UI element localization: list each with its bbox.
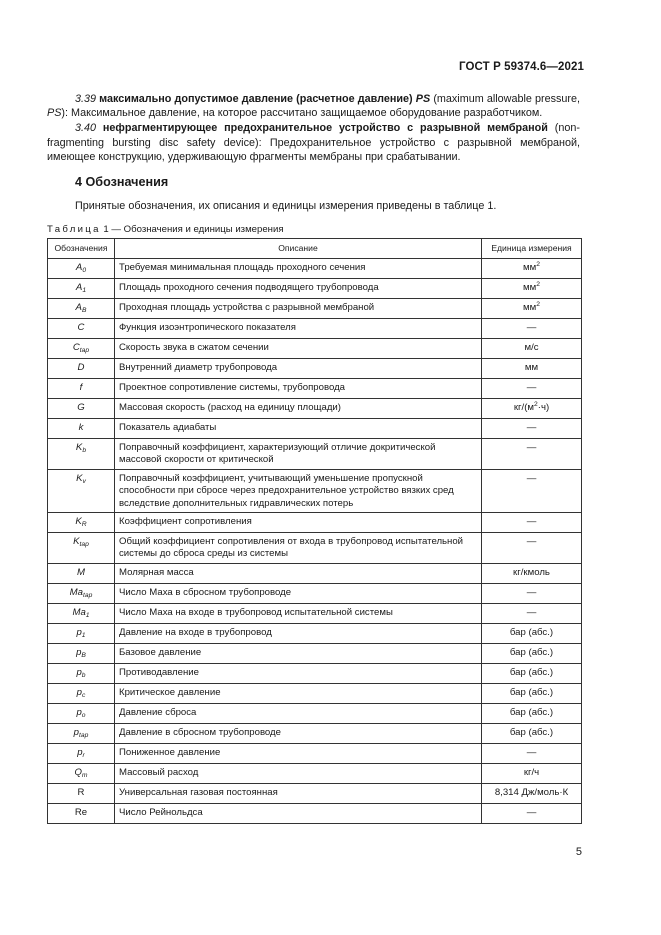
symbol-letter: p (76, 707, 82, 719)
unit-cell (482, 663, 582, 683)
unit-text: мм (523, 262, 537, 274)
symbol-letter: p (77, 747, 83, 759)
symbol-letter: f (79, 382, 83, 394)
unit-text: м/с (524, 342, 539, 354)
description-cell: Число Маха на входе в трубопровод испытательной системы (115, 603, 482, 623)
table-row (48, 533, 582, 564)
description-cell: Базовое давление (115, 643, 482, 663)
symbol-letter: A (75, 262, 83, 274)
unit-cell (482, 623, 582, 643)
unit-cell (482, 703, 582, 723)
symbol-subscript: tap (82, 592, 93, 600)
symbols-table (47, 238, 582, 824)
table-row (48, 279, 582, 299)
table-row (48, 663, 582, 683)
unit-text: кг/кмоль (513, 567, 550, 579)
clause-definition: : Предохранительное устройство с разрывной мембраной, имеющее конструкцию, удерживающую фрагменты мембраны при срабатывании. (47, 136, 580, 163)
unit-text: — (526, 536, 537, 548)
page-number: 5 (575, 846, 582, 858)
table-row (48, 339, 582, 359)
symbol-cell (48, 703, 115, 723)
section-title: 4 Обозначения (75, 175, 169, 189)
description-cell: Молярная масса (115, 563, 482, 583)
symbol-cell (48, 663, 115, 683)
unit-text: бар (абс.) (509, 647, 554, 659)
table-row (48, 379, 582, 399)
symbol-subscript: c (81, 692, 86, 700)
symbol-letter: p (76, 687, 82, 699)
symbol-cell (48, 683, 115, 703)
unit-superscript: 2 (534, 401, 538, 409)
symbol-letter: K (76, 472, 83, 484)
description-cell: Массовая скорость (расход на единицу площади) (115, 399, 482, 419)
unit-superscript: 2 (536, 281, 540, 289)
table-row (48, 563, 582, 583)
symbol-subscript: o (81, 712, 86, 720)
clause-3-40 (47, 121, 580, 164)
symbol-subscript: B (81, 307, 87, 315)
symbol-letter: C (77, 322, 85, 334)
standard-designation: ГОСТ Р 59374.6—2021 (459, 61, 584, 73)
symbol-subscript: R (81, 521, 87, 529)
table-row (48, 763, 582, 783)
header-unit: Единица измерения (482, 239, 582, 259)
symbol-letter: C (72, 342, 80, 354)
table-row (48, 439, 582, 470)
unit-cell (482, 299, 582, 319)
symbol-cell (48, 583, 115, 603)
symbol-cell (48, 783, 115, 803)
unit-text: бар (абс.) (509, 627, 554, 639)
symbol-subscript: tap (79, 347, 90, 355)
unit-text: — (526, 587, 537, 599)
description-cell: Число Рейнольдса (115, 803, 482, 823)
unit-text: — (526, 322, 537, 334)
symbol-letter: M (77, 567, 85, 579)
description-cell: Проходная площадь устройства с разрывной мембраной (115, 299, 482, 319)
table-row (48, 623, 582, 643)
symbol-subscript: b (81, 672, 86, 680)
symbol-cell (48, 279, 115, 299)
symbol-cell (48, 359, 115, 379)
symbol-cell (48, 399, 115, 419)
unit-cell (482, 319, 582, 339)
unit-cell (482, 743, 582, 763)
symbol-letter: Re (74, 807, 88, 819)
description-cell: Функция изоэнтропического показателя (115, 319, 482, 339)
symbol-cell (48, 339, 115, 359)
description-cell: Показатель адиабаты (115, 419, 482, 439)
unit-cell (482, 439, 582, 470)
symbol-subscript: 0 (82, 267, 87, 275)
table-row (48, 359, 582, 379)
description-cell: Давление на входе в трубопровод (115, 623, 482, 643)
unit-cell (482, 763, 582, 783)
unit-cell (482, 399, 582, 419)
unit-cell (482, 783, 582, 803)
symbol-subscript: tap (79, 732, 89, 740)
unit-cell (482, 683, 582, 703)
unit-cell (482, 603, 582, 623)
unit-cell (482, 533, 582, 564)
symbol-subscript: b (82, 447, 87, 454)
symbol-cell (48, 743, 115, 763)
unit-text: бар (абс.) (509, 667, 554, 679)
table-body (48, 259, 582, 824)
unit-text: бар (абс.) (509, 727, 554, 739)
table-caption-text: 1 — Обозначения и единицы измерения (100, 224, 284, 235)
description-cell: Поправочный коэффициент, характеризующий отличие докритической массовой скорости от критической (115, 439, 482, 470)
clause-abbreviation: PS (415, 93, 431, 105)
symbol-cell (48, 379, 115, 399)
unit-cell (482, 723, 582, 743)
unit-cell (482, 563, 582, 583)
clause-english-abbreviation: PS (47, 107, 62, 120)
symbol-cell (48, 623, 115, 643)
unit-cell (482, 259, 582, 279)
symbol-letter: K (73, 536, 80, 548)
description-cell: Внутренний диаметр трубопровода (115, 359, 482, 379)
table-row (48, 583, 582, 603)
symbol-letter: K (75, 442, 83, 453)
table-row (48, 319, 582, 339)
clause-english-term: (maximum allowable pressure, (433, 93, 581, 105)
clause-number: 3.39 (75, 93, 97, 105)
table-row (48, 399, 582, 419)
header-symbol: Обозначения (48, 239, 115, 259)
symbol-letter: p (76, 667, 82, 679)
symbol-letter: A (75, 302, 82, 314)
table-row (48, 743, 582, 763)
symbol-cell (48, 469, 115, 512)
description-cell: Пониженное давление (115, 743, 482, 763)
symbol-letter: A (75, 282, 83, 294)
unit-cell (482, 583, 582, 603)
unit-text: мм (524, 362, 539, 374)
table-row (48, 469, 582, 512)
symbol-cell (48, 563, 115, 583)
unit-text: мм (523, 302, 537, 314)
unit-text: — (526, 442, 537, 453)
unit-text: 8,314 Дж/моль·К (494, 787, 569, 799)
symbol-letter: K (75, 516, 82, 528)
symbol-subscript: tap (79, 541, 89, 549)
unit-text: — (526, 472, 537, 484)
symbol-cell (48, 643, 115, 663)
clause-3-39 (47, 92, 580, 120)
symbol-cell (48, 803, 115, 823)
unit-superscript: 2 (536, 261, 540, 269)
table-row (48, 299, 582, 319)
symbol-subscript: B (81, 652, 86, 660)
description-cell: Противодавление (115, 663, 482, 683)
unit-cell (482, 379, 582, 399)
symbol-subscript: m (81, 772, 88, 780)
description-cell: Число Маха в сбросном трубопроводе (115, 583, 482, 603)
description-cell: Площадь проходного сечения подводящего трубопровода (115, 279, 482, 299)
symbol-cell (48, 319, 115, 339)
unit-text: — (526, 422, 537, 434)
symbol-letter: p (76, 647, 82, 659)
description-cell: Скорость звука в сжатом сечении (115, 339, 482, 359)
unit-cell (482, 469, 582, 512)
unit-cell (482, 419, 582, 439)
description-cell: Массовый расход (115, 763, 482, 783)
table-caption-prefix: Таблица (47, 224, 101, 235)
clause-number: 3.40 (75, 122, 97, 135)
table-row (48, 603, 582, 623)
symbol-cell (48, 763, 115, 783)
symbol-cell (48, 439, 115, 470)
clause-term: максимально допустимое давление (расчетное давление) (99, 93, 413, 105)
symbol-cell (48, 723, 115, 743)
table-row (48, 783, 582, 803)
description-cell: Проектное сопротивление системы, трубопровода (115, 379, 482, 399)
symbol-letter: D (77, 362, 85, 374)
symbol-subscript: v (82, 477, 86, 485)
unit-text: бар (абс.) (509, 687, 554, 699)
symbol-cell (48, 259, 115, 279)
unit-cell (482, 339, 582, 359)
table-row (48, 513, 582, 533)
unit-cell (482, 513, 582, 533)
description-cell: Давление сброса (115, 703, 482, 723)
symbol-letter: R (77, 787, 85, 799)
symbol-letter: G (77, 402, 85, 414)
unit-cell (482, 643, 582, 663)
unit-text: — (526, 747, 537, 759)
unit-text: мм (523, 282, 537, 294)
table-row (48, 803, 582, 823)
table-caption (47, 224, 284, 235)
symbol-subscript: r (82, 752, 85, 760)
unit-text: — (526, 807, 537, 819)
description-cell: Давление в сбросном трубопроводе (115, 723, 482, 743)
symbol-subscript: 1 (81, 632, 86, 640)
description-cell: Коэффициент сопротивления (115, 513, 482, 533)
unit-text: — (526, 607, 537, 619)
description-cell: Общий коэффициент сопротивления от входа в трубопровод испытательной системы до сброса среды из системы (115, 533, 482, 564)
symbol-cell (48, 603, 115, 623)
definitions-block (47, 92, 580, 165)
unit-cell (482, 359, 582, 379)
description-cell: Поправочный коэффициент, учитывающий уменьшение пропускной способности при сбросе через предохранительное устройство вязких сред вследствие дополнительных гидравлических потерь (115, 469, 482, 512)
symbol-cell (48, 533, 115, 564)
description-cell: Критическое давление (115, 683, 482, 703)
unit-text: — (526, 382, 537, 394)
unit-superscript: 2 (536, 301, 540, 309)
table-row (48, 643, 582, 663)
table-row (48, 419, 582, 439)
symbol-letter: k (78, 422, 84, 434)
symbol-cell (48, 299, 115, 319)
unit-text: бар (абс.) (509, 707, 554, 719)
table-row (48, 259, 582, 279)
symbol-subscript: 1 (85, 612, 90, 620)
section-intro: Принятые обозначения, их описания и единицы измерения приведены в таблице 1. (75, 200, 497, 212)
table-header-row (48, 239, 582, 259)
symbol-letter: Ma (69, 587, 83, 599)
symbol-subscript: 1 (82, 287, 87, 295)
clause-term: нефрагментирующее предохранительное устройство с разрывной мембраной (102, 122, 548, 135)
clause-definition: ): Максимальное давление, на которое рассчитано защищаемое оборудование разработчиком. (61, 107, 543, 120)
description-cell: Универсальная газовая постоянная (115, 783, 482, 803)
description-cell: Требуемая минимальная площадь проходного сечения (115, 259, 482, 279)
symbol-cell (48, 513, 115, 533)
unit-text: — (526, 516, 537, 528)
table-row (48, 723, 582, 743)
unit-tail: ·ч) (537, 402, 550, 414)
unit-cell (482, 803, 582, 823)
symbol-letter: p (73, 727, 79, 739)
symbol-letter: Ma (72, 607, 86, 619)
symbol-letter: p (76, 627, 82, 639)
symbol-cell (48, 419, 115, 439)
clause-english-term: (non-fragmenting bursting disc safety device) (47, 122, 581, 149)
header-description: Описание (115, 239, 482, 259)
table-row (48, 703, 582, 723)
unit-text: кг/(м (513, 402, 534, 414)
table-row (48, 683, 582, 703)
unit-text: кг/ч (523, 767, 540, 779)
unit-cell (482, 279, 582, 299)
symbol-letter: Q (74, 767, 82, 779)
